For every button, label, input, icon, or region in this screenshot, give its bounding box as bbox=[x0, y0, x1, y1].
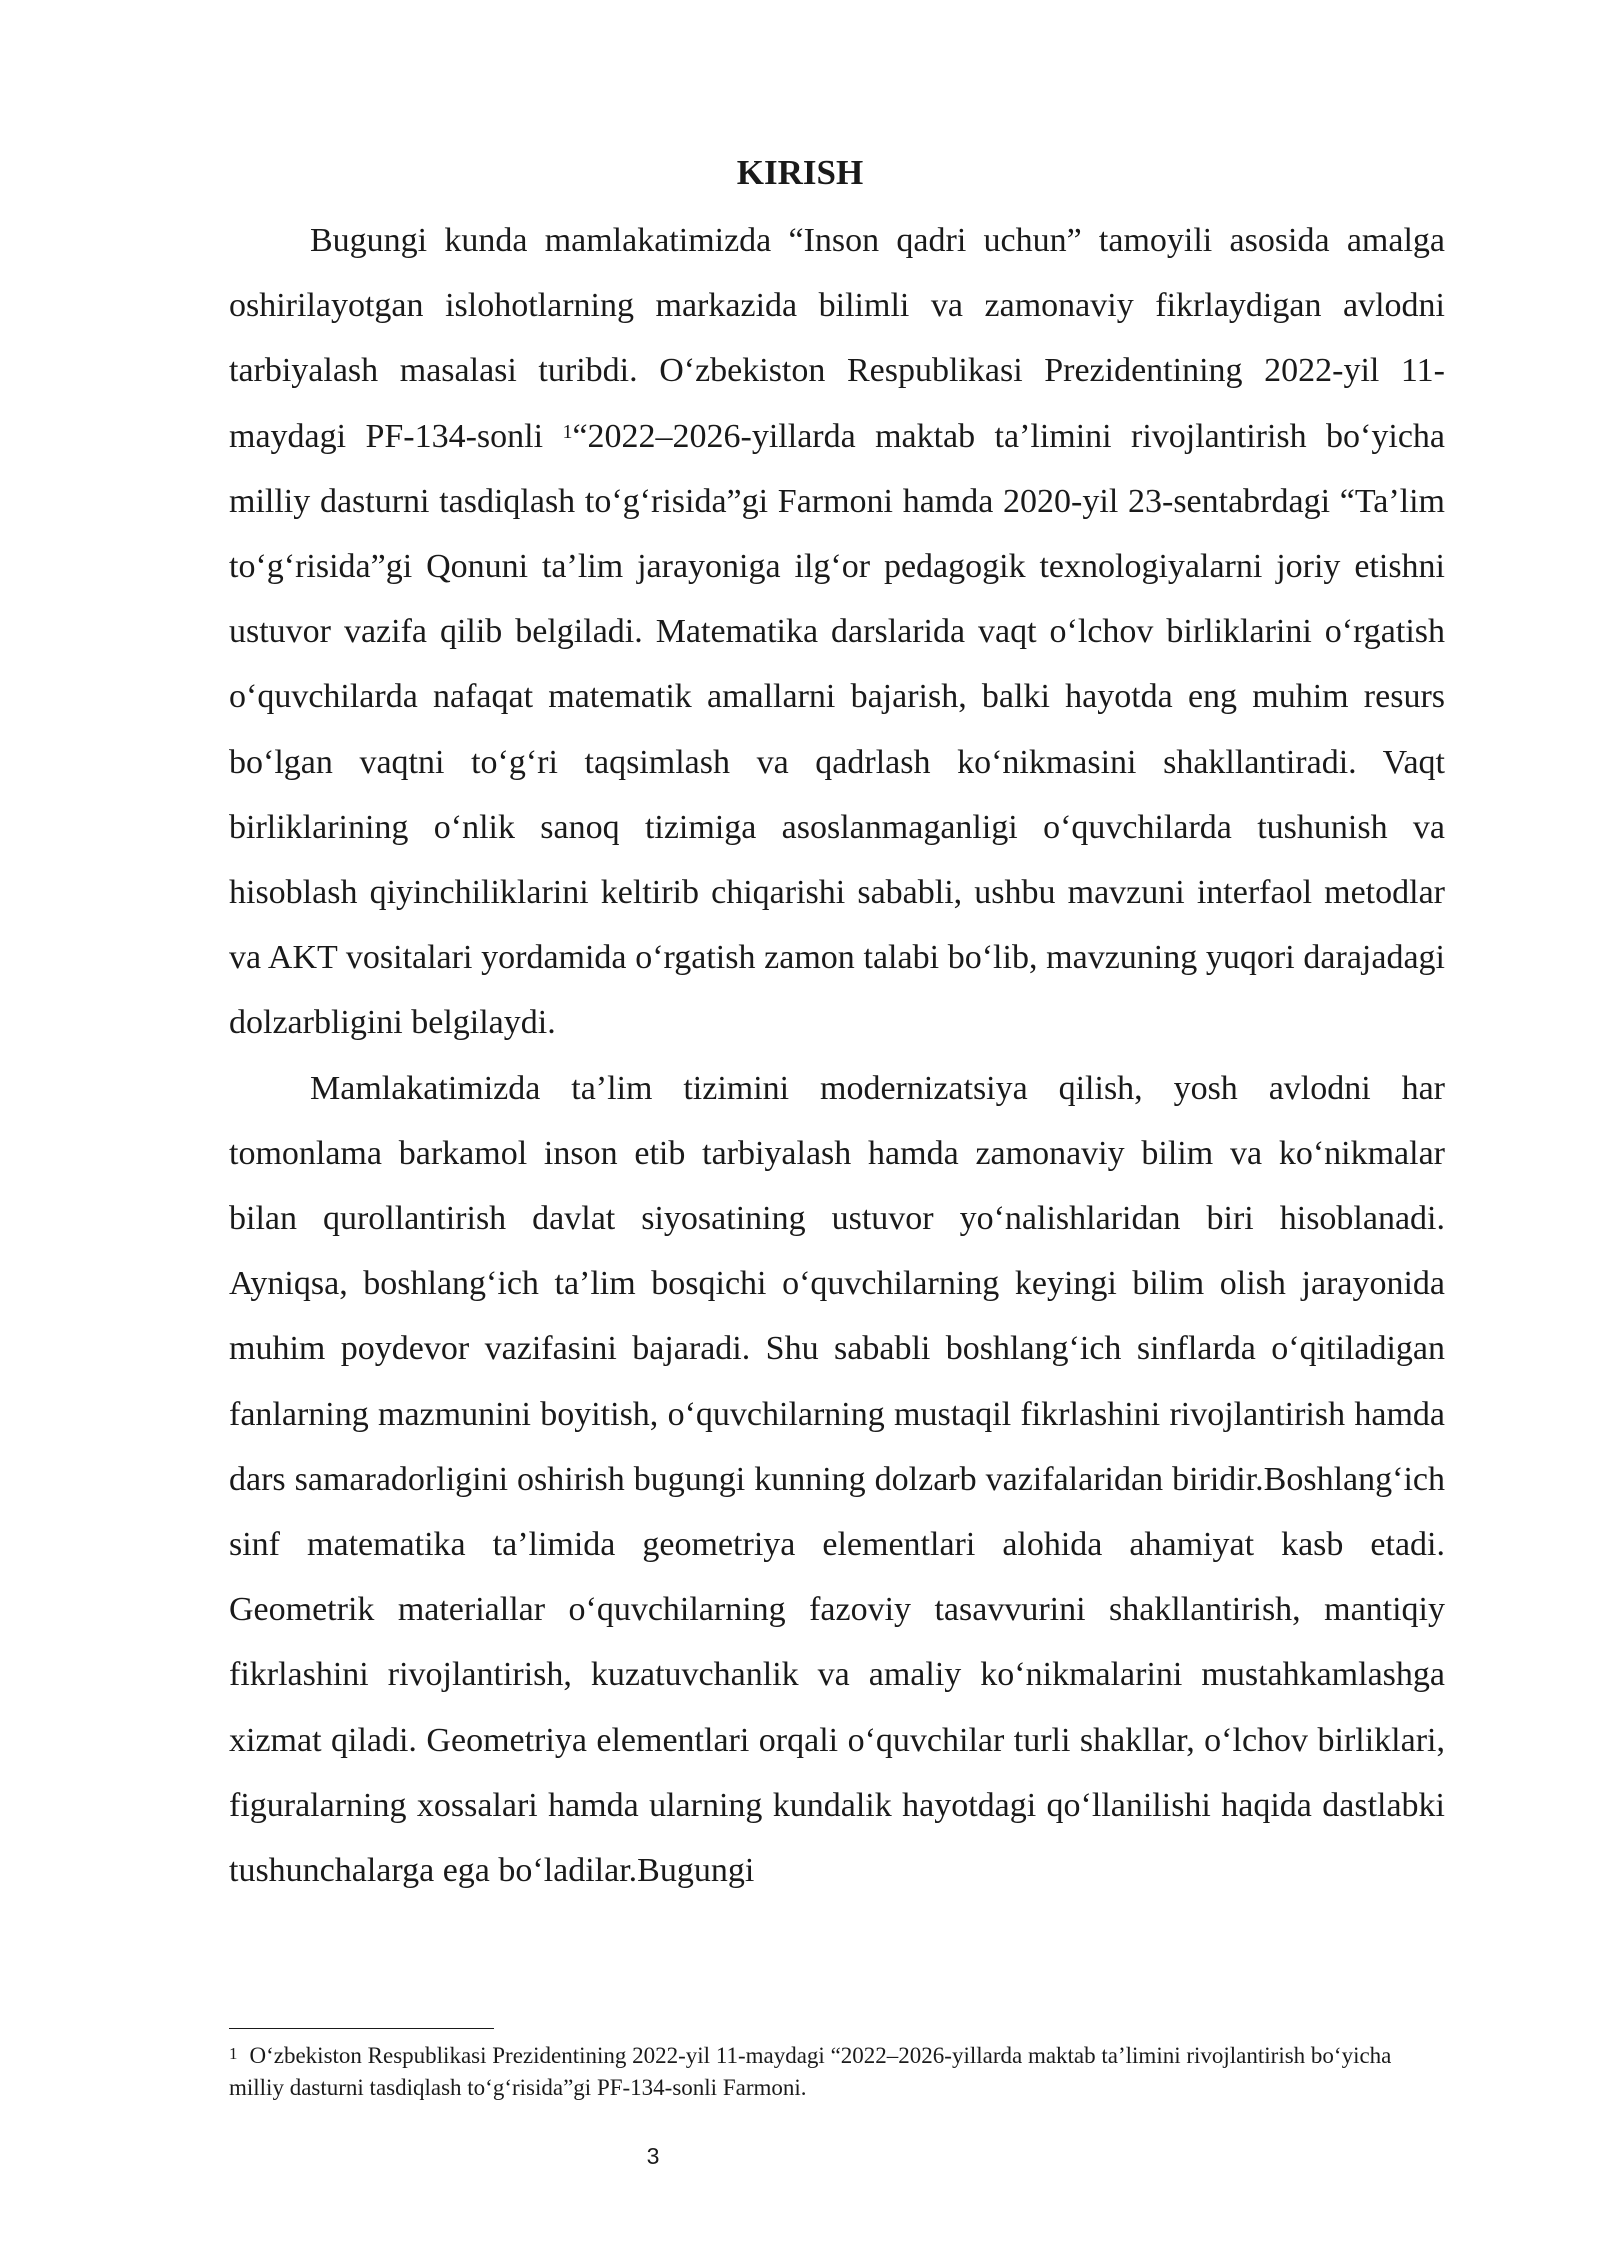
footnote-number: 1 bbox=[229, 2044, 238, 2063]
paragraph-second: Mamlakatimizda ta’lim tizimini modernizatsiya qilish, yosh avlodni har tomonlama barkamol inson etib tarbiyalash hamda zamonaviy bilim va ko‘nikmalar bilan qurollantirish davlat siyosatining ustuvor yo‘nalishlaridan biri hisoblanadi. Ayniqsa, boshlang‘ich ta’lim bosqichi o‘quvchilarning keyingi bilim olish jarayonida muhim poydevor vazifasini bajaradi. Shu sababli boshlang‘ich sinflarda o‘qitiladigan fanlarning mazmunini boyitish, o‘quvchilarning mustaqil fikrlashini rivojlantirish hamda dars samaradorligini oshirish bugungi kunning dolzarb vazifalaridan biridir.Boshlang‘ich sinf matematika ta’limida geometriya elementlari alohida ahamiyat kasb etadi. Geometrik materiallar o‘quvchilarning fazoviy tasavvurini shakllantirish, mantiqiy fikrlashini rivojlantirish, kuzatuvchanlik va amaliy ko‘nikmalarini mustahkamlashga xizmat qiladi. Geometriya elementlari orqali o‘quvchilar turli shakllar, o‘lchov birliklari, figuralarning xossalari hamda ularning kundalik hayotdagi qo‘llanilishi haqida dastlabki tushunchalarga ega bo‘ladilar.Bugungi bbox=[229, 1069, 1445, 1890]
footnote-reference[interactable]: 1 bbox=[562, 420, 573, 443]
page-title: KIRISH bbox=[736, 153, 864, 192]
paragraph-intro bbox=[229, 208, 1445, 1056]
footnote-separator bbox=[229, 2028, 494, 2029]
footnote-text: O‘zbekiston Respublikasi Prezidentining 2022-yil 11-maydagi “2022–2026-yillarda maktab ta’limini rivojlantirish bo‘yicha milliy dasturni tasdiqlash to‘g‘risida”gi PF-134-sonli Farmoni. bbox=[229, 2043, 1392, 2100]
footnote bbox=[229, 2040, 1445, 2104]
paragraph-intro-rest: “2022–2026-yillarda maktab ta’limini rivojlantirish bo‘yicha milliy dasturni tasdiqlash to‘g‘risida”gi Farmoni hamda 2020-yil 23-sentabrdagi “Ta’lim to‘g‘risida”gi Qonuni ta’lim jarayoniga ilg‘or pedagogik texnologiyalarni joriy etishni ustuvor vazifa qilib belgiladi. Matematika darslarida vaqt o‘lchov birliklarini o‘rgatish o‘quvchilarda nafaqat matematik amallarni bajarish, balki hayotda eng muhim resurs bo‘lgan vaqtni to‘g‘ri taqsimlash va qadrlash ko‘nikmasini shakllantiradi. Vaqt birliklarining o‘nlik sanoq tizimiga asoslanmaganligi o‘quvchilarda tushunish va hisoblash qiyinchiliklarini keltirib chiqarishi sababli, ushbu mavzuni interfaol metodlar va AKT vositalari yordamida o‘rgatish zamon talabi bo‘lib, mavzuning yuqori darajadagi dolzarbligini belgilaydi. bbox=[229, 417, 1445, 1042]
body-text bbox=[229, 208, 1445, 1903]
paragraph-intro-start: Bugungi kunda mamlakatimizda “Inson qadri uchun” tamoyili asosida amalga oshirilayotgan islohotlarning markazida bilimli va zamonaviy fikrlaydigan avlodni tarbiyalash masalasi turibdi. O‘zbekiston Respublikasi Prezidentining 2022-yil 11-maydagi PF-134-sonli bbox=[229, 222, 1445, 455]
page-number: 3 bbox=[646, 2143, 660, 2169]
